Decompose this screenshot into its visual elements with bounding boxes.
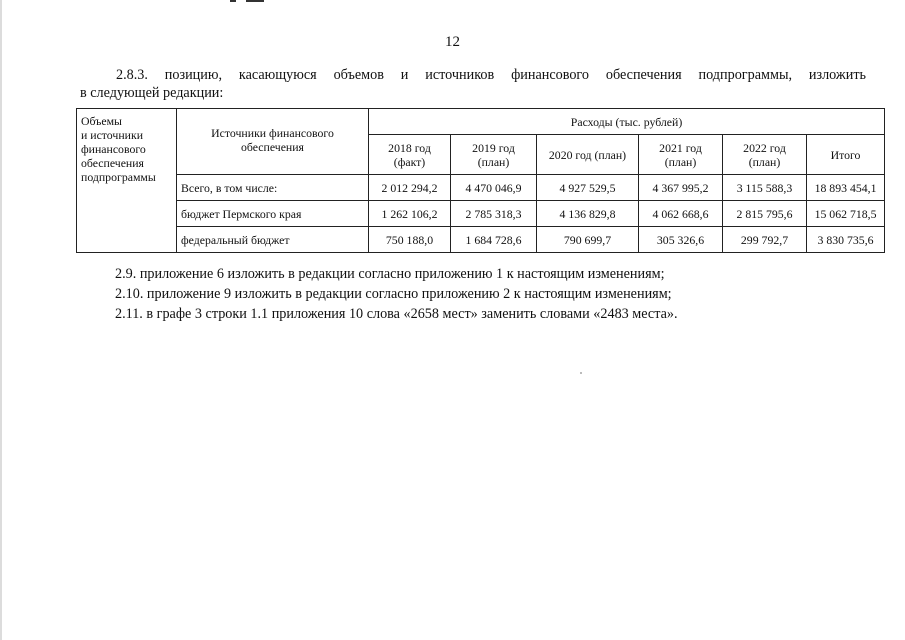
source-cell: бюджет Пермского края xyxy=(177,201,369,227)
list-item: 2.10. приложение 9 изложить в редакции согласно приложению 2 к настоящим изменениям; xyxy=(115,286,672,302)
year-header-line: (план) xyxy=(748,154,781,169)
value-cell: 4 470 046,9 xyxy=(451,175,537,201)
total-header xyxy=(807,135,885,175)
year-header-line: (план) xyxy=(477,154,510,169)
intro-line-2: в следующей редакции: xyxy=(80,85,224,101)
value-cell: 4 927 529,5 xyxy=(537,175,639,201)
value-cell: 4 367 995,2 xyxy=(639,175,723,201)
value-cell: 2 012 294,2 xyxy=(369,175,451,201)
intro-paragraph xyxy=(80,66,866,102)
sources-header-line: Источники финансового xyxy=(211,126,334,140)
expenses-header: Расходы (тыс. рублей) xyxy=(369,109,885,135)
table-row xyxy=(77,227,885,253)
year-header-2022 xyxy=(723,135,807,175)
value-cell: 2 785 318,3 xyxy=(451,201,537,227)
sources-header-cell xyxy=(177,109,369,175)
sources-header-line: обеспечения xyxy=(241,140,304,154)
volume-label-line: Объемы xyxy=(81,114,122,128)
value-cell: 18 893 454,1 xyxy=(807,175,885,201)
list-item: 2.11. в графе 3 строки 1.1 приложения 10 слова «2658 мест» заменить словами «2483 места». xyxy=(115,306,678,322)
value-cell: 305 326,6 xyxy=(639,227,723,253)
year-header-line: Итого xyxy=(830,147,861,162)
volume-label-line: финансового xyxy=(81,142,146,156)
value-cell: 750 188,0 xyxy=(369,227,451,253)
volume-label-line: и источники xyxy=(81,128,144,142)
value-cell: 299 792,7 xyxy=(723,227,807,253)
value-cell: 3 115 588,3 xyxy=(723,175,807,201)
scan-speck xyxy=(580,372,582,374)
source-cell: Всего, в том числе: xyxy=(177,175,369,201)
value-cell: 1 684 728,6 xyxy=(451,227,537,253)
page-number: 12 xyxy=(445,34,460,50)
year-header-2018 xyxy=(369,135,451,175)
value-cell: 1 262 106,2 xyxy=(369,201,451,227)
volume-label-line: подпрограммы xyxy=(81,170,156,184)
value-cell: 790 699,7 xyxy=(537,227,639,253)
source-cell: федеральный бюджет xyxy=(177,227,369,253)
volume-label-cell xyxy=(77,109,177,253)
volume-label-line: обеспечения xyxy=(81,156,144,170)
year-header-line: 2020 год (план) xyxy=(548,147,627,162)
value-cell: 15 062 718,5 xyxy=(807,201,885,227)
scan-artifact xyxy=(230,0,236,2)
table-row xyxy=(77,175,885,201)
year-header-line: 2021 год xyxy=(659,140,702,155)
year-header-line: (факт) xyxy=(393,154,426,169)
scan-artifact xyxy=(246,0,264,2)
year-header-line: 2019 год xyxy=(472,140,515,155)
year-header-2019 xyxy=(451,135,537,175)
list-item: 2.9. приложение 6 изложить в редакции согласно приложению 1 к настоящим изменениям; xyxy=(115,266,665,282)
financing-table xyxy=(76,108,885,253)
year-header-2021 xyxy=(639,135,723,175)
table-header-row xyxy=(77,109,885,135)
year-header-line: 2018 год xyxy=(388,140,431,155)
value-cell: 2 815 795,6 xyxy=(723,201,807,227)
table-row xyxy=(77,201,885,227)
intro-line-1: 2.8.3. позицию, касающуюся объемов и источников финансового обеспечения подпрограммы, изложить xyxy=(116,67,866,83)
year-header-line: 2022 год xyxy=(743,140,786,155)
scan-edge xyxy=(0,0,2,640)
year-header-line: (план) xyxy=(664,154,697,169)
value-cell: 4 062 668,6 xyxy=(639,201,723,227)
value-cell: 3 830 735,6 xyxy=(807,227,885,253)
value-cell: 4 136 829,8 xyxy=(537,201,639,227)
year-header-2020 xyxy=(537,135,639,175)
